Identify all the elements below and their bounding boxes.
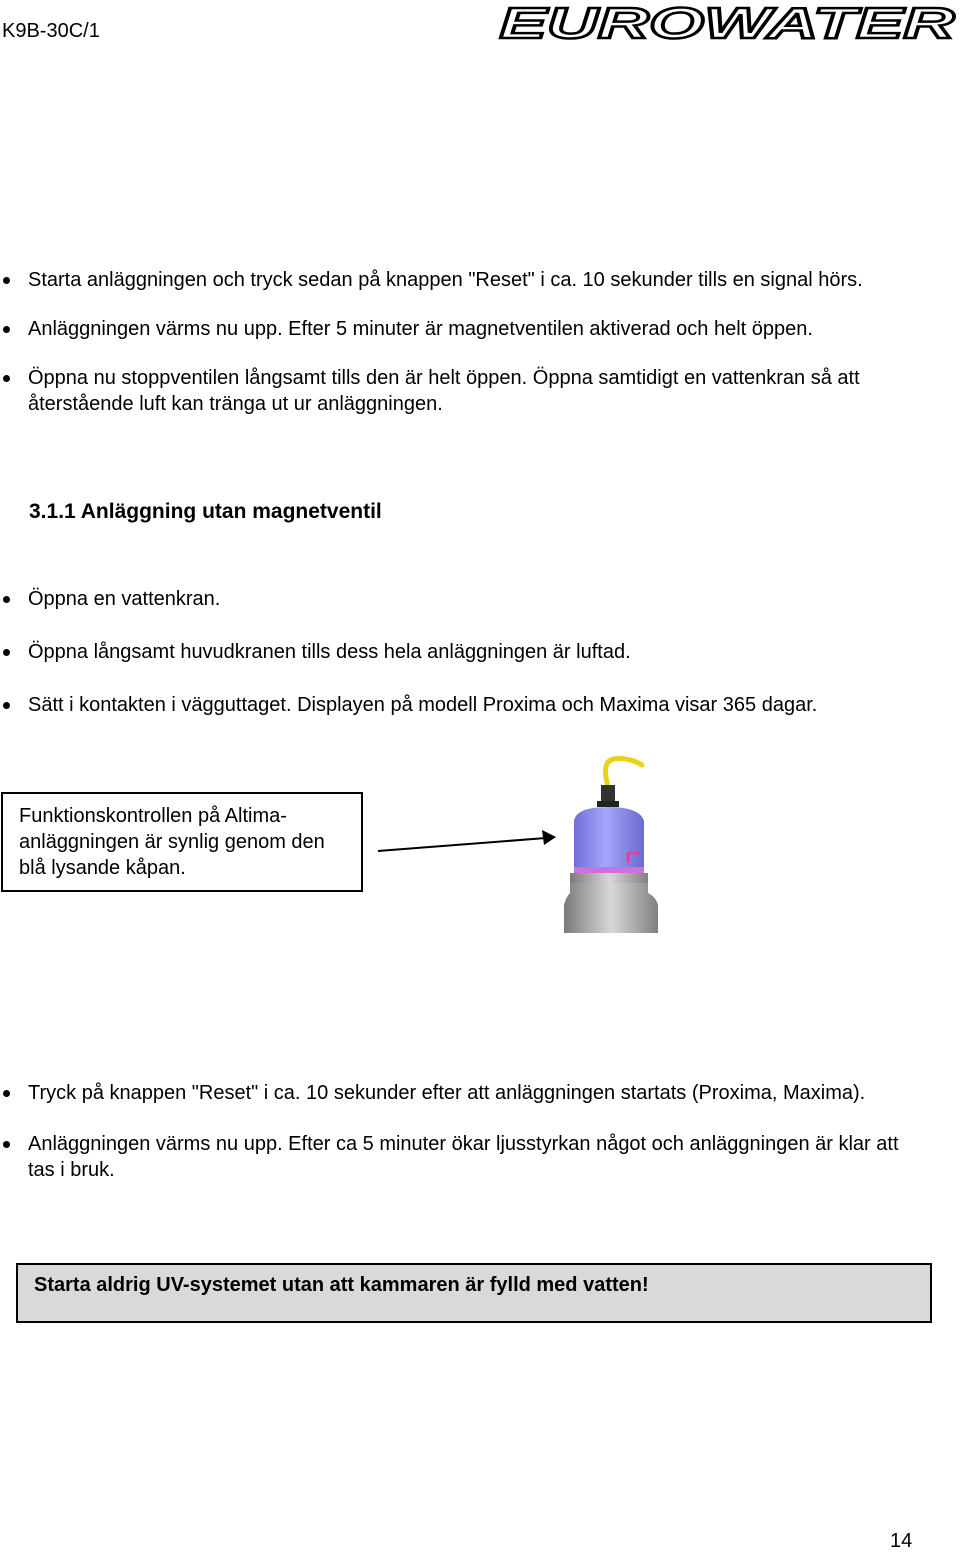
list-item: Öppna långsamt huvudkranen tills dess hela anläggningen är luftad. bbox=[0, 639, 930, 665]
no-valve-steps-list bbox=[0, 586, 930, 745]
warning-box: Starta aldrig UV-systemet utan att kammaren är fylld med vatten! bbox=[16, 1263, 932, 1323]
magenta-ring bbox=[574, 867, 644, 873]
list-item: Tryck på knappen "Reset" i ca. 10 sekunder efter att anläggningen startats (Proxima, Maxima). bbox=[0, 1080, 930, 1106]
section-heading: 3.1.1 Anläggning utan magnetventil bbox=[29, 500, 382, 523]
page-number: 14 bbox=[890, 1530, 913, 1552]
bullet-icon bbox=[3, 1141, 10, 1148]
list-item: Öppna nu stoppventilen långsamt tills den är helt öppen. Öppna samtidigt en vattenkran så att återstående luft kan tränga ut ur anläggningen. bbox=[0, 365, 930, 417]
bullet-icon bbox=[3, 649, 10, 656]
cable bbox=[606, 758, 642, 787]
list-item: Sätt i kontakten i vägguttaget. Displayen på modell Proxima och Maxima visar 365 dagar. bbox=[0, 692, 930, 718]
bullet-icon bbox=[3, 277, 10, 284]
uv-unit-illustration bbox=[556, 755, 666, 933]
blue-cap bbox=[574, 807, 644, 867]
body bbox=[564, 883, 658, 933]
eurowater-logo bbox=[496, 2, 958, 44]
startup-steps-list bbox=[0, 267, 930, 440]
bullet-icon bbox=[3, 702, 10, 709]
bullet-icon bbox=[3, 326, 10, 333]
altima-steps-list bbox=[0, 1080, 930, 1208]
note-box: Funktionskontrollen på Altima-anläggningen är synlig genom den blå lysande kåpan. bbox=[1, 792, 363, 892]
list-item: Starta anläggningen och tryck sedan på knappen "Reset" i ca. 10 sekunder tills en signal hörs. bbox=[0, 267, 930, 293]
arrow-icon bbox=[378, 826, 558, 856]
document-code: K9B-30C/1 bbox=[2, 20, 100, 42]
bullet-icon bbox=[3, 596, 10, 603]
list-item: Anläggningen värms nu upp. Efter 5 minuter är magnetventilen aktiverad och helt öppen. bbox=[0, 316, 930, 342]
list-item: Öppna en vattenkran. bbox=[0, 586, 930, 612]
logo-text: EUROWATER bbox=[499, 2, 955, 44]
bullet-icon bbox=[3, 1090, 10, 1097]
list-item: Anläggningen värms nu upp. Efter ca 5 minuter ökar ljusstyrkan något och anläggningen är klar att tas i bruk. bbox=[0, 1131, 930, 1183]
bullet-icon bbox=[3, 375, 10, 382]
connector bbox=[601, 785, 615, 803]
